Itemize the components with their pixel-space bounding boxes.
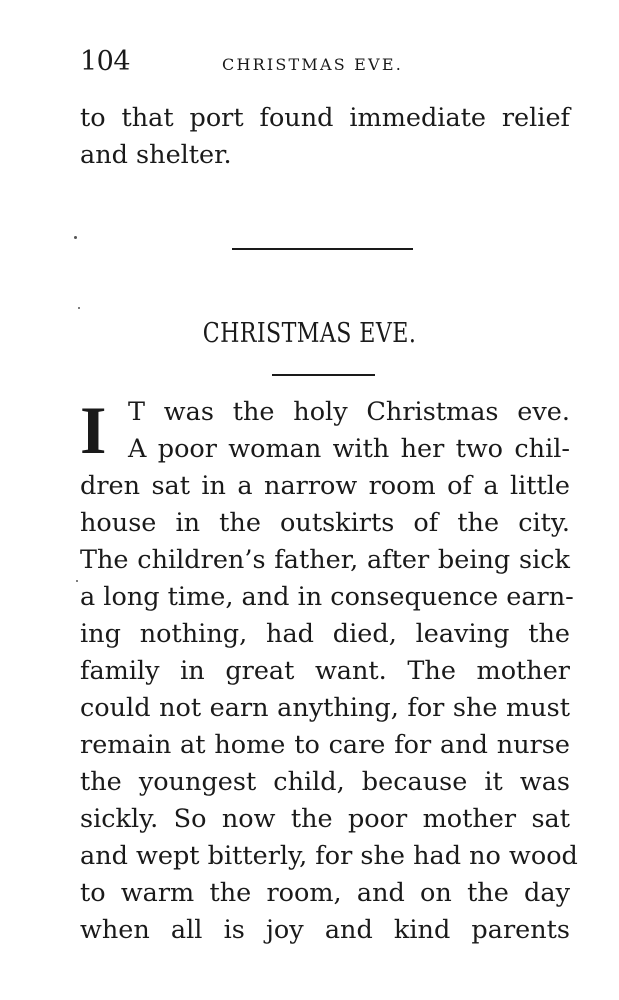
body-line: could not earn anything, for she must	[80, 693, 570, 723]
running-title: CHRISTMAS EVE.	[222, 55, 403, 74]
body-line: A poor woman with her two chil-	[128, 434, 570, 464]
print-speck	[76, 580, 78, 582]
continuation-line: and shelter.	[80, 140, 232, 170]
title-underline	[272, 374, 375, 376]
section-divider	[232, 248, 413, 250]
body-line: and wept bitterly, for she had no wood	[80, 841, 578, 871]
body-line: house in the outskirts of the city.	[80, 508, 570, 538]
body-line: to warm the room, and on the day	[80, 878, 570, 908]
print-speck	[78, 307, 80, 309]
body-line: family in great want. The mother	[80, 656, 570, 686]
body-line: ing nothing, had died, leaving the	[80, 619, 570, 649]
body-line: The children’s father, after being sick	[80, 545, 570, 575]
drop-cap: I	[80, 392, 107, 468]
section-title: CHRISTMAS EVE.	[202, 318, 417, 349]
body-line: remain at home to care for and nurse	[80, 730, 570, 760]
page-number: 104	[80, 46, 131, 77]
continuation-line: to that port found immediate relief	[80, 103, 570, 133]
body-line: a long time, and in consequence earn-	[80, 582, 574, 612]
body-line: the youngest child, because it was	[80, 767, 570, 797]
body-line: dren sat in a narrow room of a little	[80, 471, 570, 501]
body-line: sickly. So now the poor mother sat	[80, 804, 570, 834]
print-speck	[74, 236, 77, 239]
body-line: when all is joy and kind parents	[80, 915, 570, 945]
body-line: T was the holy Christmas eve.	[128, 397, 570, 427]
